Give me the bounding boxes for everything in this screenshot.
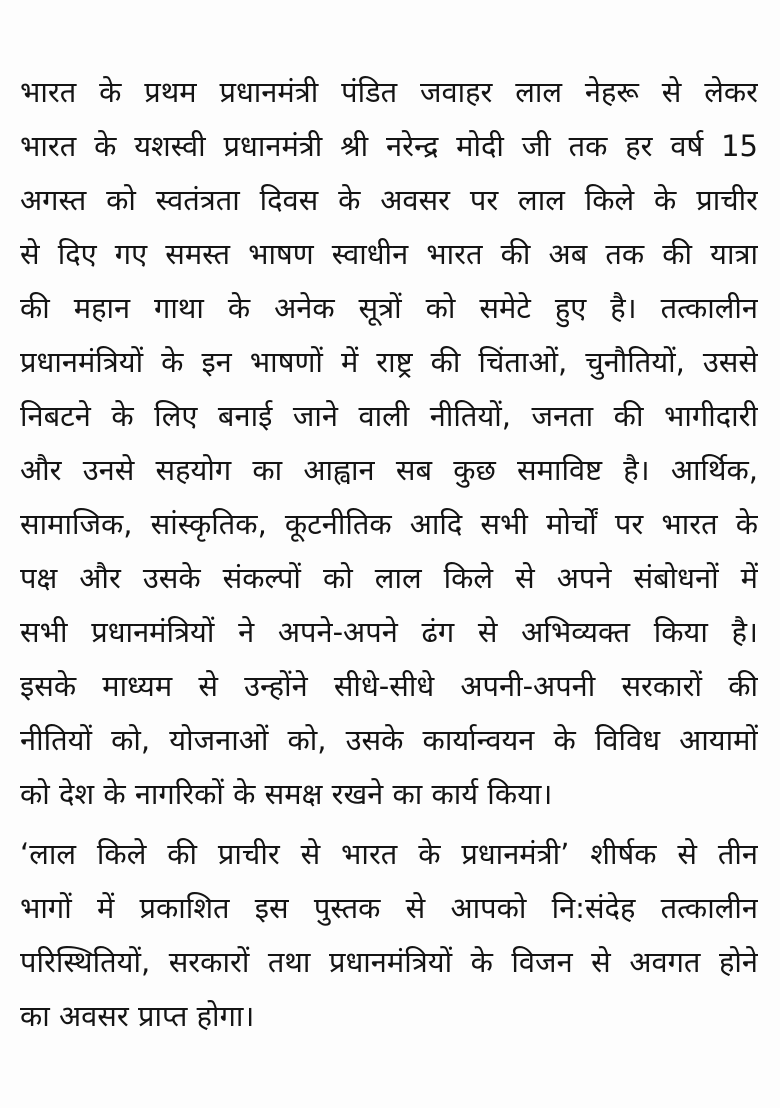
paragraph-1-line-13: नीतियों को, योजनाओं को, उसके कार्यान्वयन के विविध आयामों (20, 723, 758, 757)
paragraph-1-line-10: पक्ष और उसके संकल्पों को लाल किले से अपने संबोधनों में (20, 561, 758, 595)
paragraph-2-line-1: ‘लाल किले की प्राचीर से भारत के प्रधानमंत्री’ शीर्षक से तीन (20, 837, 758, 871)
paragraph-2-line-2: भागों में प्रकाशित इस पुस्तक से आपको नि:संदेह तत्कालीन (20, 891, 758, 925)
paragraph-1-line-11: सभी प्रधानमंत्रियों ने अपने-अपने ढंग से अभिव्यक्त किया है। (20, 615, 758, 649)
paragraph-1-line-14: को देश के नागरिकों के समक्ष रखने का कार्य किया। (20, 777, 553, 811)
paragraph-2-line-4: का अवसर प्राप्त होगा। (20, 999, 255, 1033)
paragraph-1-line-8: और उनसे सहयोग का आह्वान सब कुछ समाविष्ट है। आर्थिक, (20, 453, 758, 487)
paragraph-1-line-5: की महान गाथा के अनेक सूत्रों को समेटे हुए है। तत्कालीन (20, 291, 758, 325)
paragraph-1-line-7: निबटने के लिए बनाई जाने वाली नीतियों, जनता की भागीदारी (20, 399, 758, 433)
paragraph-2-line-3: परिस्थितियों, सरकारों तथा प्रधानमंत्रियों के विजन से अवगत होने (20, 945, 758, 979)
paragraph-1-line-2: भारत के यशस्वी प्रधानमंत्री श्री नरेन्द्र मोदी जी तक हर वर्ष 15 (20, 129, 758, 163)
paragraph-1-line-1: भारत के प्रथम प्रधानमंत्री पंडित जवाहर लाल नेहरू से लेकर (20, 75, 758, 109)
paragraph-1-line-4: से दिए गए समस्त भाषण स्वाधीन भारत की अब तक की यात्रा (20, 237, 758, 271)
paragraph-1-line-6: प्रधानमंत्रियों के इन भाषणों में राष्ट्र की चिंताओं, चुनौतियों, उससे (20, 345, 758, 379)
paragraph-1-line-3: अगस्त को स्वतंत्रता दिवस के अवसर पर लाल किले के प्राचीर (20, 183, 758, 217)
paragraph-1-line-12: इसके माध्यम से उन्होंने सीधे-सीधे अपनी-अपनी सरकारों की (20, 669, 758, 703)
paragraph-1-line-9: सामाजिक, सांस्कृतिक, कूटनीतिक आदि सभी मोर्चों पर भारत के (20, 507, 758, 541)
